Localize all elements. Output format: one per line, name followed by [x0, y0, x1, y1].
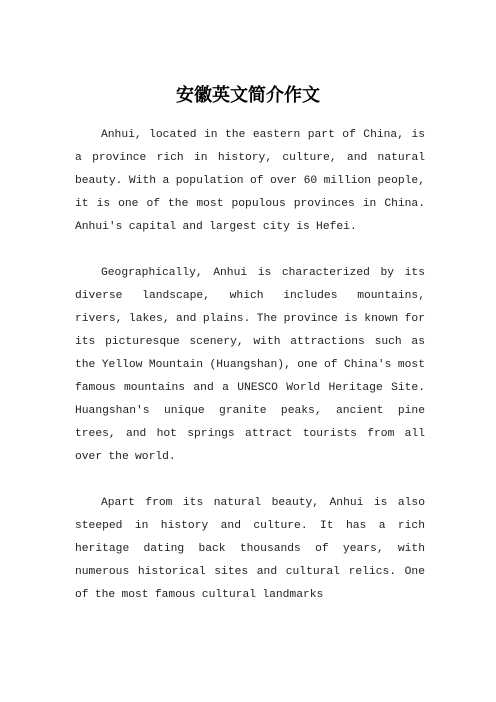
- paragraph-geography: Geographically, Anhui is characterized by its diverse landscape, which includes mountains, rivers, lakes, and plains. The province is known for its picturesque scenery, with attractions such as the Yellow Mountain (Huangshan), one of China's most famous mountains and a UNESCO World Heritage Site. Huangshan's unique granite peaks, ancient pine trees, and hot springs attract tourists from all over the world.: [75, 267, 425, 463]
- document-body: [75, 124, 425, 630]
- paragraph-history: Apart from its natural beauty, Anhui is also steeped in history and culture. It has a rich heritage dating back thousands of years, with numerous historical sites and cultural relics. One of the most famous cultural landmarks: [75, 497, 425, 601]
- paragraph-intro: Anhui, located in the eastern part of China, is a province rich in history, culture, and natural beauty. With a population of over 60 million people, it is one of the most populous provinces in China. Anhui's capital and largest city is Hefei.: [75, 129, 425, 233]
- document-title: 安徽英文简介作文: [176, 85, 320, 106]
